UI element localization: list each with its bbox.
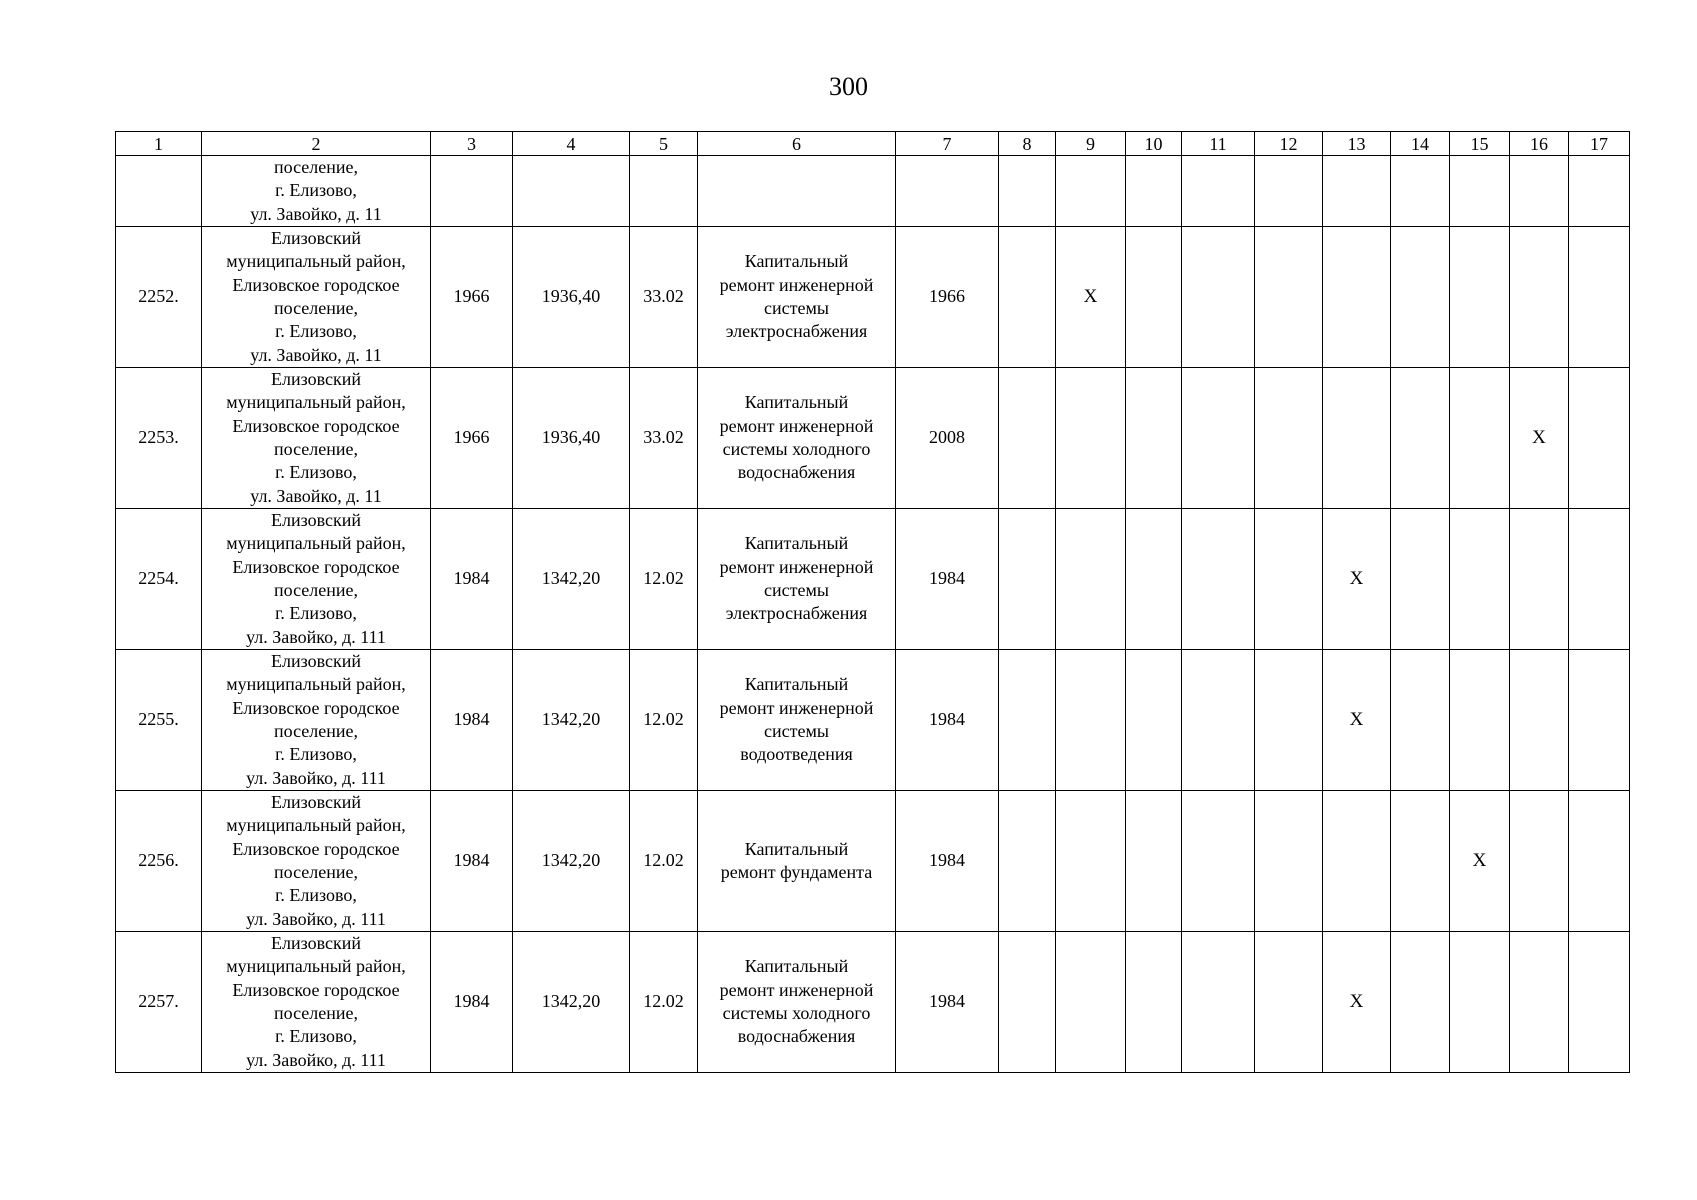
mark-cell bbox=[1182, 932, 1255, 1073]
mark-cell bbox=[1056, 650, 1126, 791]
mark-text: X bbox=[1349, 709, 1364, 731]
mark-cell bbox=[1056, 368, 1126, 509]
repair-year-text: 1984 bbox=[929, 991, 965, 1012]
work-type-text: Капитальный ремонт инженерной системы водоотведения bbox=[719, 674, 874, 765]
work-type-text: Капитальный ремонт инженерной системы электроснабжения bbox=[719, 251, 874, 342]
empty-cell bbox=[630, 156, 698, 227]
mark-cell bbox=[1126, 368, 1182, 509]
repair-year-cell bbox=[896, 368, 999, 509]
year-built-cell bbox=[431, 368, 513, 509]
mark-cell bbox=[1391, 650, 1450, 791]
column-header: 6 bbox=[698, 132, 896, 156]
code-cell bbox=[630, 227, 698, 368]
column-header: 16 bbox=[1510, 132, 1569, 156]
mark-cell bbox=[1450, 791, 1510, 932]
empty-cell bbox=[1323, 156, 1391, 227]
area-cell bbox=[513, 650, 630, 791]
mark-cell bbox=[1450, 650, 1510, 791]
mark-cell bbox=[1126, 650, 1182, 791]
empty-cell bbox=[896, 156, 999, 227]
work-type-cell bbox=[698, 227, 896, 368]
mark-cell bbox=[1323, 509, 1391, 650]
mark-cell bbox=[1569, 509, 1630, 650]
header-row bbox=[116, 132, 1630, 156]
code-text: 33.02 bbox=[643, 286, 684, 307]
column-header: 15 bbox=[1450, 132, 1510, 156]
address-text: Елизовский муниципальный район, Елизовское городское поселение, г. Елизово, ул. Завойко, д. 11 bbox=[226, 369, 406, 506]
mark-cell bbox=[1323, 368, 1391, 509]
address-text: Елизовский муниципальный район, Елизовское городское поселение, г. Елизово, ул. Завойко, д. 11 bbox=[226, 228, 406, 365]
mark-cell bbox=[1450, 227, 1510, 368]
address-text: Елизовский муниципальный район, Елизовское городское поселение, г. Елизово, ул. Завойко, д. 111 bbox=[226, 510, 406, 647]
empty-cell bbox=[1126, 156, 1182, 227]
repair-year-text: 1984 bbox=[929, 568, 965, 589]
mark-cell bbox=[1450, 509, 1510, 650]
code-cell bbox=[630, 932, 698, 1073]
empty-cell bbox=[1056, 156, 1126, 227]
empty-cell bbox=[1450, 156, 1510, 227]
column-header: 5 bbox=[630, 132, 698, 156]
mark-cell bbox=[1510, 650, 1569, 791]
area-text: 1342,20 bbox=[541, 709, 601, 730]
table-row bbox=[116, 368, 1630, 509]
work-type-cell bbox=[698, 368, 896, 509]
mark-cell bbox=[1510, 932, 1569, 1073]
mark-cell bbox=[1056, 509, 1126, 650]
code-text: 12.02 bbox=[643, 991, 684, 1012]
address-text: Елизовский муниципальный район, Елизовское городское поселение, г. Елизово, ул. Завойко, д. 111 bbox=[226, 651, 406, 788]
column-header: 9 bbox=[1056, 132, 1126, 156]
empty-cell bbox=[1510, 156, 1569, 227]
row-number-cell bbox=[116, 932, 202, 1073]
mark-cell bbox=[1182, 227, 1255, 368]
row-number-cell bbox=[116, 227, 202, 368]
mark-cell bbox=[1182, 791, 1255, 932]
mark-text: X bbox=[1083, 286, 1098, 308]
column-header: 13 bbox=[1323, 132, 1391, 156]
mark-cell bbox=[1126, 509, 1182, 650]
work-type-text: Капитальный ремонт инженерной системы холодного водоснабжения bbox=[719, 392, 874, 483]
column-header: 8 bbox=[999, 132, 1056, 156]
mark-cell bbox=[1182, 650, 1255, 791]
year-built-cell bbox=[431, 791, 513, 932]
page-number: 300 bbox=[829, 72, 868, 101]
area-cell bbox=[513, 368, 630, 509]
work-type-cell bbox=[698, 932, 896, 1073]
continuation-row bbox=[116, 156, 1630, 227]
code-text: 12.02 bbox=[643, 709, 684, 730]
address-cell bbox=[202, 932, 431, 1073]
table-row bbox=[116, 227, 1630, 368]
row-number-cell bbox=[116, 791, 202, 932]
mark-cell bbox=[1126, 932, 1182, 1073]
area-cell bbox=[513, 791, 630, 932]
mark-cell bbox=[1255, 368, 1323, 509]
mark-cell bbox=[999, 509, 1056, 650]
column-header: 12 bbox=[1255, 132, 1323, 156]
mark-cell bbox=[1323, 791, 1391, 932]
code-cell bbox=[630, 650, 698, 791]
area-text: 1342,20 bbox=[541, 850, 601, 871]
work-type-text: Капитальный ремонт инженерной системы холодного водоснабжения bbox=[719, 956, 874, 1047]
row-number-text: 2257. bbox=[138, 991, 179, 1012]
address-cell bbox=[202, 368, 431, 509]
address-text: поселение, г. Елизово, ул. Завойко, д. 11 bbox=[250, 157, 382, 224]
empty-cell bbox=[1569, 156, 1630, 227]
row-number-text: 2256. bbox=[138, 850, 179, 871]
mark-cell bbox=[1450, 368, 1510, 509]
address-text: Елизовский муниципальный район, Елизовское городское поселение, г. Елизово, ул. Завойко, д. 111 bbox=[226, 792, 406, 929]
year-built-text: 1984 bbox=[453, 568, 490, 589]
address-cell bbox=[202, 650, 431, 791]
table-row bbox=[116, 791, 1630, 932]
address-cell bbox=[202, 791, 431, 932]
mark-text: X bbox=[1349, 568, 1364, 590]
empty-cell bbox=[1255, 156, 1323, 227]
code-text: 33.02 bbox=[643, 427, 684, 448]
work-type-cell bbox=[698, 509, 896, 650]
row-number-cell bbox=[116, 509, 202, 650]
year-built-text: 1966 bbox=[453, 286, 490, 307]
repair-register-table bbox=[115, 131, 1630, 1073]
mark-cell bbox=[1391, 509, 1450, 650]
table-row bbox=[116, 509, 1630, 650]
column-header: 7 bbox=[896, 132, 999, 156]
mark-cell bbox=[1182, 368, 1255, 509]
area-cell bbox=[513, 932, 630, 1073]
mark-cell bbox=[1323, 932, 1391, 1073]
year-built-cell bbox=[431, 227, 513, 368]
row-number-cell bbox=[116, 650, 202, 791]
mark-cell bbox=[1569, 227, 1630, 368]
mark-cell bbox=[1569, 791, 1630, 932]
mark-cell bbox=[1450, 932, 1510, 1073]
mark-cell bbox=[1182, 509, 1255, 650]
empty-cell bbox=[999, 156, 1056, 227]
column-header: 11 bbox=[1182, 132, 1255, 156]
row-number-cell bbox=[116, 368, 202, 509]
repair-year-cell bbox=[896, 791, 999, 932]
year-built-cell bbox=[431, 509, 513, 650]
mark-cell bbox=[1569, 368, 1630, 509]
mark-cell bbox=[1126, 791, 1182, 932]
mark-cell bbox=[1323, 227, 1391, 368]
mark-cell bbox=[1056, 932, 1126, 1073]
code-text: 12.02 bbox=[643, 568, 684, 589]
row-number-text: 2255. bbox=[138, 709, 179, 730]
empty-cell bbox=[431, 156, 513, 227]
table-body bbox=[116, 156, 1630, 1073]
repair-year-cell bbox=[896, 932, 999, 1073]
row-number-text: 2253. bbox=[138, 427, 179, 448]
area-text: 1342,20 bbox=[541, 568, 601, 589]
column-header: 3 bbox=[431, 132, 513, 156]
work-type-cell bbox=[698, 650, 896, 791]
repair-year-cell bbox=[896, 227, 999, 368]
mark-cell bbox=[1323, 650, 1391, 791]
mark-cell bbox=[1391, 791, 1450, 932]
mark-cell bbox=[1255, 650, 1323, 791]
column-header: 10 bbox=[1126, 132, 1182, 156]
area-text: 1342,20 bbox=[541, 991, 601, 1012]
mark-text: X bbox=[1472, 850, 1487, 872]
year-built-cell bbox=[431, 650, 513, 791]
work-type-text: Капитальный ремонт инженерной системы электроснабжения bbox=[719, 533, 874, 624]
column-header: 4 bbox=[513, 132, 630, 156]
empty-cell bbox=[1182, 156, 1255, 227]
area-text: 1936,40 bbox=[541, 286, 601, 307]
mark-cell bbox=[1255, 227, 1323, 368]
mark-cell bbox=[1255, 509, 1323, 650]
repair-year-cell bbox=[896, 650, 999, 791]
repair-year-text: 2008 bbox=[929, 427, 965, 448]
mark-cell bbox=[999, 791, 1056, 932]
mark-cell bbox=[1510, 791, 1569, 932]
code-cell bbox=[630, 791, 698, 932]
table-row bbox=[116, 932, 1630, 1073]
empty-cell bbox=[698, 156, 896, 227]
code-cell bbox=[630, 368, 698, 509]
row-number-text: 2254. bbox=[138, 568, 179, 589]
mark-cell bbox=[1510, 227, 1569, 368]
column-header: 17 bbox=[1569, 132, 1630, 156]
year-built-cell bbox=[431, 932, 513, 1073]
mark-cell bbox=[1569, 650, 1630, 791]
address-cell bbox=[202, 227, 431, 368]
mark-cell bbox=[1391, 368, 1450, 509]
empty-cell bbox=[1391, 156, 1450, 227]
column-header: 2 bbox=[202, 132, 431, 156]
mark-cell bbox=[1510, 368, 1569, 509]
mark-cell bbox=[1255, 791, 1323, 932]
mark-cell bbox=[1056, 791, 1126, 932]
table-row bbox=[116, 650, 1630, 791]
row-number-text: 2252. bbox=[138, 286, 179, 307]
code-text: 12.02 bbox=[643, 850, 684, 871]
year-built-text: 1966 bbox=[453, 427, 490, 448]
table-header bbox=[116, 132, 1630, 156]
mark-cell bbox=[999, 650, 1056, 791]
year-built-text: 1984 bbox=[453, 850, 490, 871]
address-text: Елизовский муниципальный район, Елизовское городское поселение, г. Елизово, ул. Завойко, д. 111 bbox=[226, 933, 406, 1070]
mark-cell bbox=[1056, 227, 1126, 368]
repair-year-text: 1966 bbox=[929, 286, 965, 307]
mark-cell bbox=[1255, 932, 1323, 1073]
mark-cell bbox=[1391, 932, 1450, 1073]
area-text: 1936,40 bbox=[541, 427, 601, 448]
address-cell bbox=[202, 156, 431, 227]
mark-cell bbox=[1126, 227, 1182, 368]
address-cell bbox=[202, 509, 431, 650]
area-cell bbox=[513, 227, 630, 368]
repair-year-text: 1984 bbox=[929, 850, 965, 871]
empty-cell bbox=[513, 156, 630, 227]
column-header: 14 bbox=[1391, 132, 1450, 156]
mark-cell bbox=[999, 368, 1056, 509]
area-cell bbox=[513, 509, 630, 650]
year-built-text: 1984 bbox=[453, 991, 490, 1012]
mark-text: X bbox=[1532, 427, 1546, 449]
column-header: 1 bbox=[116, 132, 202, 156]
repair-year-text: 1984 bbox=[929, 709, 965, 730]
mark-cell bbox=[999, 227, 1056, 368]
mark-cell bbox=[1569, 932, 1630, 1073]
mark-cell bbox=[1391, 227, 1450, 368]
year-built-text: 1984 bbox=[453, 709, 490, 730]
mark-text: X bbox=[1349, 991, 1364, 1013]
mark-cell bbox=[999, 932, 1056, 1073]
mark-cell bbox=[1510, 509, 1569, 650]
repair-year-cell bbox=[896, 509, 999, 650]
code-cell bbox=[630, 509, 698, 650]
work-type-text: Капитальный ремонт фундамента bbox=[720, 838, 873, 882]
work-type-cell bbox=[698, 791, 896, 932]
row-number-cell bbox=[116, 156, 202, 227]
